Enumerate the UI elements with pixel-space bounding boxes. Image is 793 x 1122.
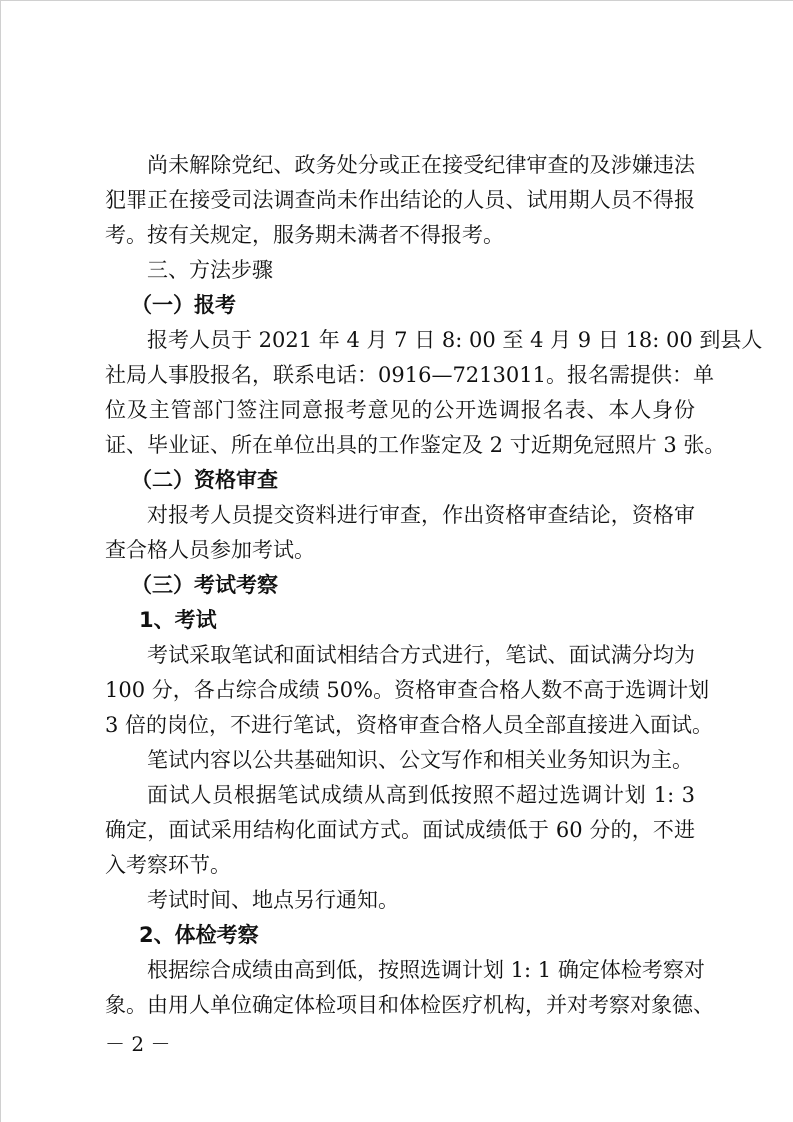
paragraph-line: 证、毕业证、所在单位出具的工作鉴定及 2 寸近期免冠照片 3 张。 xyxy=(105,433,726,457)
paragraph-line: 考。按有关规定，服务期未满者不得报考。 xyxy=(105,223,504,247)
paragraph-line: 报考人员于 2021 年 4 月 7 日 8: 00 至 4 月 9 日 18: 00 到县人 xyxy=(147,328,763,352)
page-number: － 2 － xyxy=(105,1032,171,1056)
paragraph-line: 社局人事股报名，联系电话：0916—7213011。报名需提供：单 xyxy=(105,363,714,387)
paragraph-line: 3 倍的岗位，不进行笔试，资格审查合格人员全部直接进入面试。 xyxy=(105,713,714,737)
item-heading: 1、考试 xyxy=(139,608,217,632)
item-heading: 2、体检考察 xyxy=(139,923,259,947)
subsection-heading: （三）考试考察 xyxy=(131,573,278,597)
paragraph-line: 位及主管部门签注同意报考意见的公开选调报名表、本人身份 xyxy=(105,398,695,422)
paragraph-line: 根据综合成绩由高到低，按照选调计划 1: 1 确定体检考察对 xyxy=(147,958,705,982)
paragraph-line: 100 分，各占综合成绩 50%。资格审查合格人数不高于选调计划 xyxy=(105,678,710,702)
paragraph-line: 象。由用人单位确定体检项目和体检医疗机构，并对考察对象德、 xyxy=(105,993,714,1017)
subsection-heading: （一）报考 xyxy=(131,293,236,317)
paragraph-line: 对报考人员提交资料进行审查，作出资格审查结论，资格审 xyxy=(147,503,695,527)
paragraph-line: 笔试内容以公共基础知识、公文写作和相关业务知识为主。 xyxy=(147,748,693,772)
paragraph-line: 面试人员根据笔试成绩从高到低按照不超过选调计划 1: 3 xyxy=(147,783,695,807)
paragraph-line: 考试采取笔试和面试相结合方式进行，笔试、面试满分均为 xyxy=(147,643,695,667)
paragraph-line: 入考察环节。 xyxy=(105,853,231,877)
paragraph-line: 犯罪正在接受司法调查尚未作出结论的人员、试用期人员不得报 xyxy=(105,188,695,212)
paragraph-line: 考试时间、地点另行通知。 xyxy=(147,888,399,912)
paragraph-line: 尚未解除党纪、政务处分或正在接受纪律审查的及涉嫌违法 xyxy=(147,153,695,177)
paragraph-line: 查合格人员参加考试。 xyxy=(105,538,315,562)
paragraph-line: 确定，面试采用结构化面试方式。面试成绩低于 60 分的，不进 xyxy=(105,818,695,842)
subsection-heading: （二）资格审查 xyxy=(131,468,278,492)
section-heading: 三、方法步骤 xyxy=(147,258,273,282)
